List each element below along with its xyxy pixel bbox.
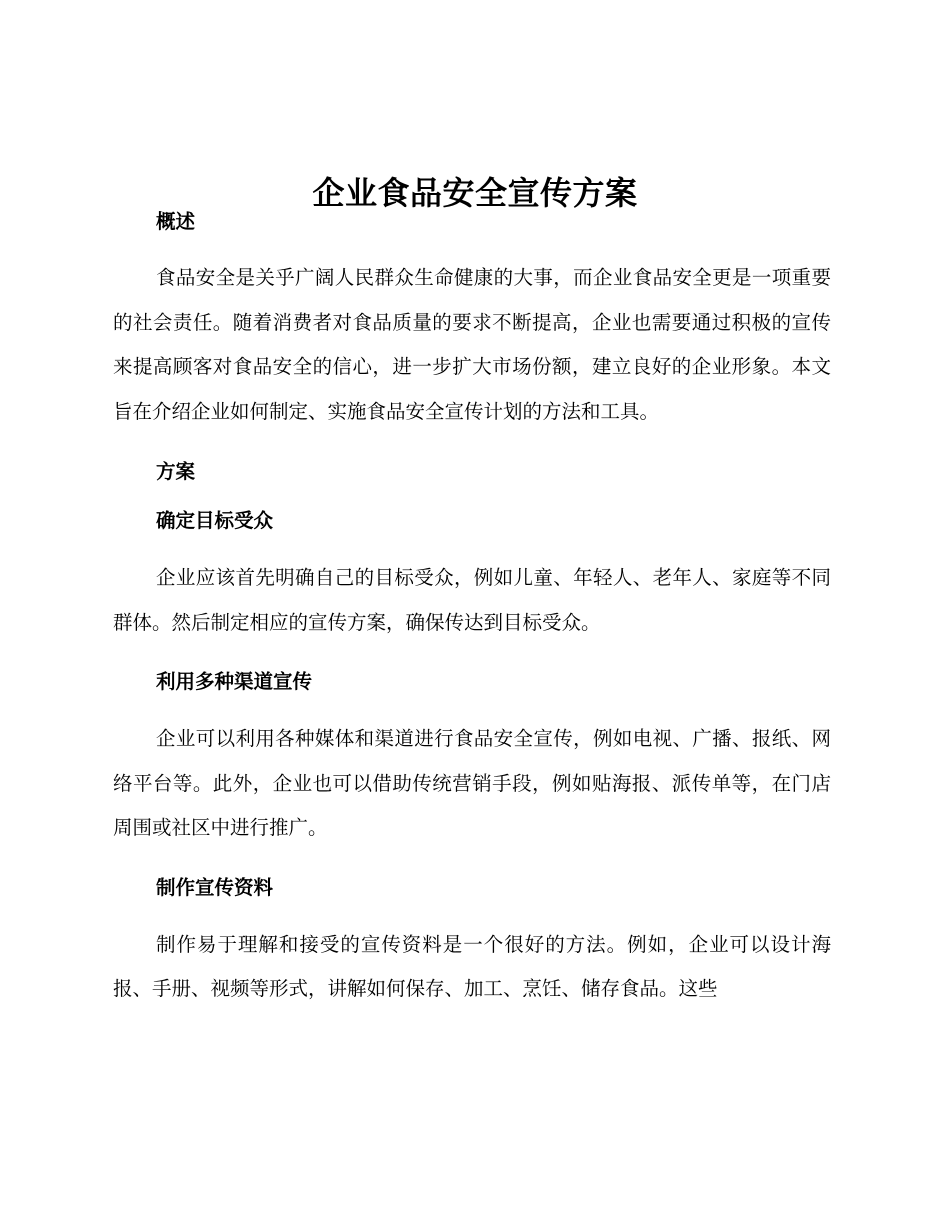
document-title: 企业食品安全宣传方案	[312, 174, 638, 213]
paragraph-materials: 制作易于理解和接受的宣传资料是一个很好的方法。例如，企业可以设计海报、手册、视频等形式，讲解如何保存、加工、烹饪、储存食品。这些	[113, 932, 831, 1000]
heading-materials: 制作宣传资料	[156, 875, 274, 899]
document-body	[113, 205, 831, 1012]
heading-channels: 利用多种渠道宣传	[156, 670, 313, 693]
heading-plan: 方案	[156, 460, 196, 483]
heading-target-audience: 确定目标受众	[156, 509, 274, 532]
paragraph-overview: 食品安全是关乎广阔人民群众生命健康的大事，而企业食品安全更是一项重要的社会责任。随着消费者对食品质量的要求不断提高，企业也需要通过积极的宣传来提高顾客对食品安全的信心，进一步扩大市场份额，建立良好的企业形象。本文旨在介绍企业如何制定、实施食品安全宣传计划的方法和工具。	[113, 266, 831, 423]
paragraph-channels: 企业可以利用各种媒体和渠道进行食品安全宣传，例如电视、广播、报纸、网络平台等。此外，企业也可以借助传统营销手段，例如贴海报、派传单等，在门店周围或社区中进行推广。	[113, 727, 831, 839]
paragraph-target-audience: 企业应该首先明确自己的目标受众，例如儿童、年轻人、老年人、家庭等不同群体。然后制定相应的宣传方案，确保传达到目标受众。	[113, 566, 831, 634]
heading-overview: 概述	[156, 210, 196, 233]
